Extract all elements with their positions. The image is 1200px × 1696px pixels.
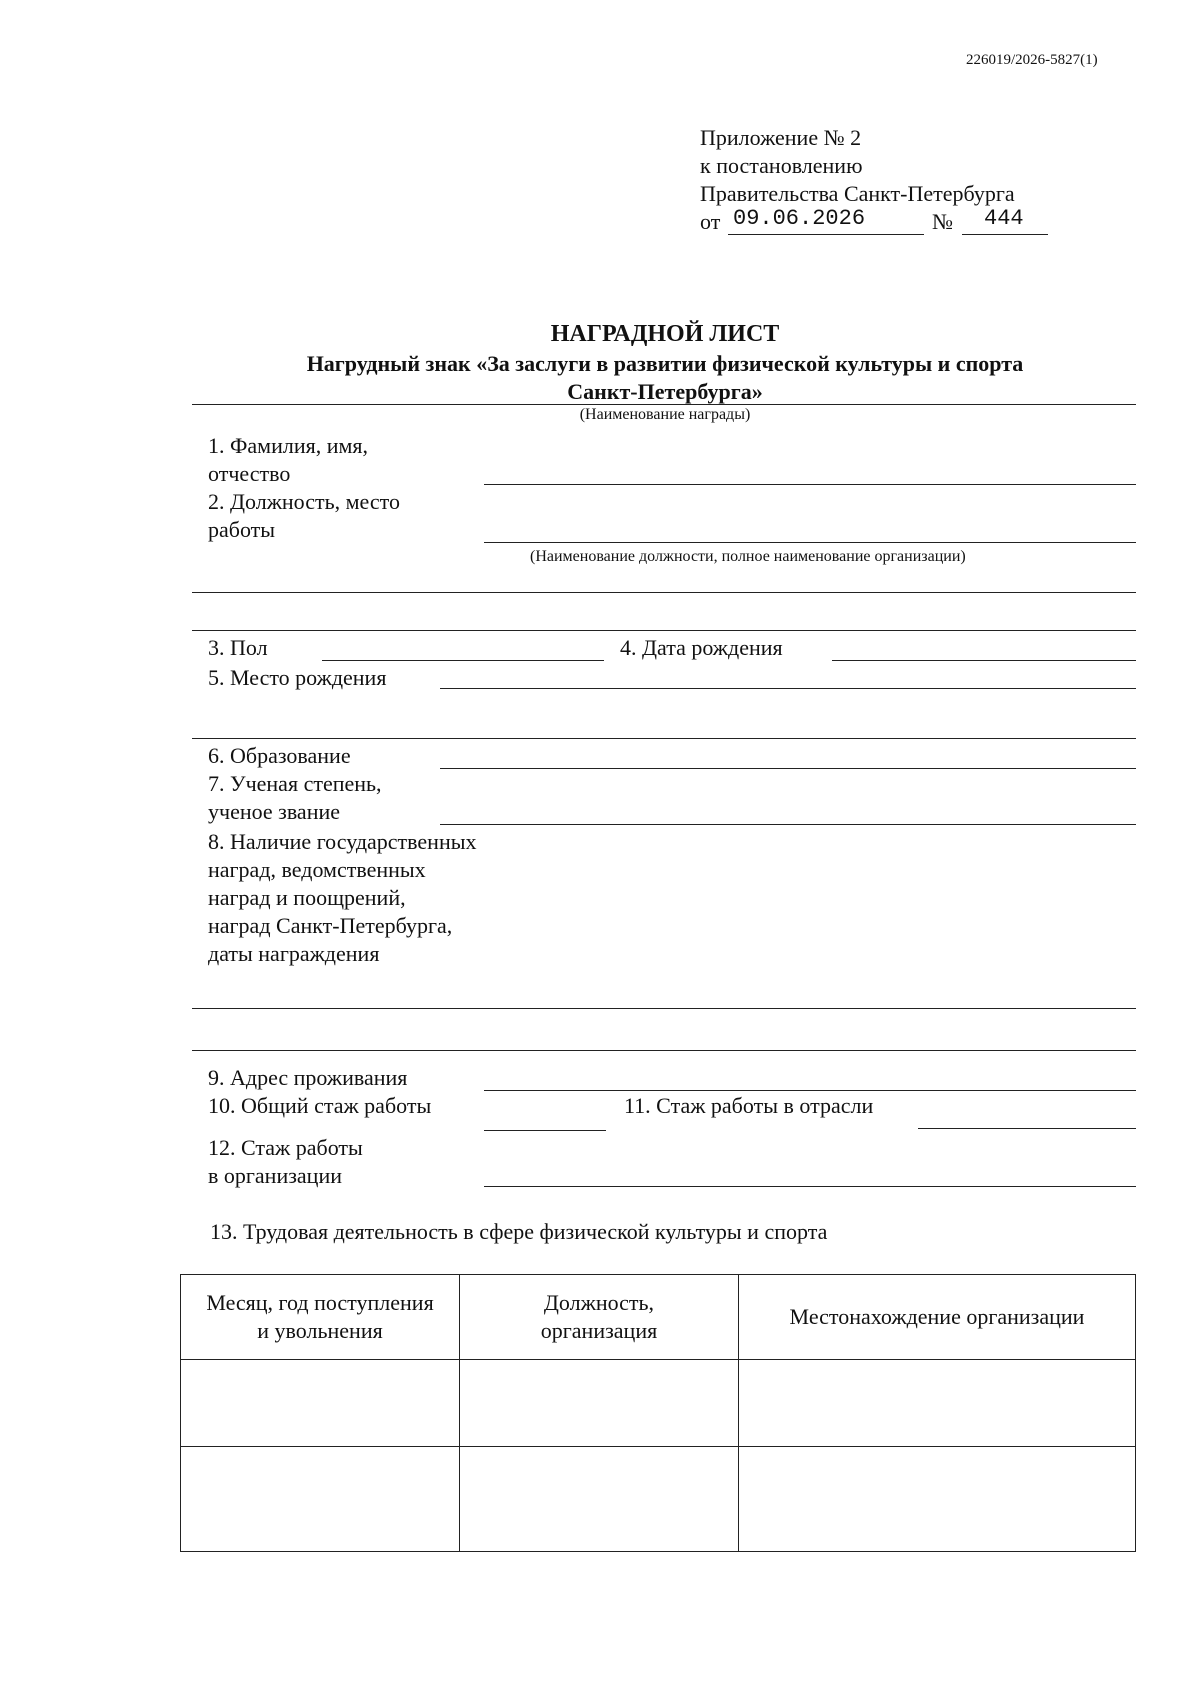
field-8-label-line-5: даты награждения	[208, 941, 380, 966]
field-7-label-line-1: 7. Ученая степень,	[208, 771, 382, 796]
appendix-line-3: Правительства Санкт-Петербурга	[700, 181, 1015, 206]
award-name-caption: (Наименование награды)	[579, 406, 751, 423]
table-cell[interactable]	[739, 1447, 1136, 1552]
field-10-label: 10. Общий стаж работы	[208, 1093, 432, 1118]
award-name-line-1: Нагрудный знак «За заслуги в развитии физической культуры и спорта	[306, 351, 1024, 376]
field-1-label-line-2: отчество	[208, 461, 291, 486]
field-8-input-line-2[interactable]	[192, 1050, 1136, 1051]
appendix-date: 09.06.2026	[733, 206, 866, 231]
field-9-input-line[interactable]	[484, 1090, 1136, 1091]
table-row	[181, 1360, 1136, 1447]
table-cell[interactable]	[181, 1360, 460, 1447]
table-cell[interactable]	[181, 1447, 460, 1552]
table-header-dates-line-1: Месяц, год поступления	[206, 1290, 434, 1315]
table-header-position-line-2: организация	[540, 1318, 658, 1343]
table-header-location: Местонахождение организации	[739, 1275, 1136, 1360]
field-7-label-line-2: ученое звание	[208, 799, 340, 824]
table-cell[interactable]	[739, 1360, 1136, 1447]
field-9-label: 9. Адрес проживания	[208, 1065, 408, 1090]
field-3-label: 3. Пол	[208, 635, 268, 660]
field-2-input-line-3[interactable]	[192, 630, 1136, 631]
table-cell[interactable]	[460, 1447, 739, 1552]
table-header-position	[460, 1275, 739, 1360]
field-1-input-line[interactable]	[484, 484, 1136, 485]
field-11-input-line[interactable]	[918, 1128, 1136, 1129]
field-12-input-line[interactable]	[484, 1186, 1136, 1187]
field-8-input-line[interactable]	[192, 1008, 1136, 1009]
table-header-dates-line-2: и увольнения	[257, 1318, 383, 1343]
field-6-label: 6. Образование	[208, 743, 351, 768]
work-history-table	[180, 1274, 1136, 1552]
award-name-line-2: Санкт-Петербурга»	[567, 379, 763, 404]
field-8-label-line-1: 8. Наличие государственных	[208, 829, 477, 854]
table-header-row	[181, 1275, 1136, 1360]
field-5-input-line-2[interactable]	[192, 738, 1136, 739]
appendix-number-underline	[962, 234, 1048, 235]
field-8-label-line-2: наград, ведомственных	[208, 857, 426, 882]
field-4-label: 4. Дата рождения	[620, 635, 783, 660]
field-2-input-line[interactable]	[484, 542, 1136, 543]
field-1-label-line-1: 1. Фамилия, имя,	[208, 433, 369, 458]
field-11-label: 11. Стаж работы в отрасли	[624, 1093, 874, 1118]
appendix-line-1: Приложение № 2	[700, 125, 862, 150]
table-header-position-line-1: Должность,	[543, 1290, 655, 1315]
field-2-input-line-2[interactable]	[192, 592, 1136, 593]
field-5-label: 5. Место рождения	[208, 665, 387, 690]
field-4-input-line[interactable]	[832, 660, 1136, 661]
field-12-label-line-2: в организации	[208, 1163, 342, 1188]
document-title: НАГРАДНОЙ ЛИСТ	[550, 321, 780, 347]
field-8-label-line-3: наград и поощрений,	[208, 885, 406, 910]
table-header-dates	[181, 1275, 460, 1360]
field-10-input-line[interactable]	[484, 1130, 606, 1131]
appendix-from-label: от	[700, 209, 721, 234]
field-5-input-line[interactable]	[440, 688, 1136, 689]
table-cell[interactable]	[460, 1360, 739, 1447]
table-row	[181, 1447, 1136, 1552]
field-13-label: 13. Трудовая деятельность в сфере физической культуры и спорта	[210, 1219, 828, 1244]
field-6-input-line[interactable]	[440, 768, 1136, 769]
appendix-date-underline	[728, 234, 924, 235]
appendix-number-label: №	[932, 209, 953, 234]
field-3-input-line[interactable]	[322, 660, 604, 661]
field-2-label-line-2: работы	[208, 517, 276, 542]
award-name-underline	[192, 404, 1136, 405]
field-7-input-line[interactable]	[440, 824, 1136, 825]
appendix-number: 444	[984, 206, 1024, 231]
document-id: 226019/2026-5827(1)	[966, 52, 1098, 68]
field-12-label-line-1: 12. Стаж работы	[208, 1135, 363, 1160]
appendix-line-2: к постановлению	[700, 153, 863, 178]
field-2-label-line-1: 2. Должность, место	[208, 489, 400, 514]
field-2-caption: (Наименование должности, полное наименование организации)	[530, 548, 966, 565]
field-8-label-line-4: наград Санкт-Петербурга,	[208, 913, 453, 938]
